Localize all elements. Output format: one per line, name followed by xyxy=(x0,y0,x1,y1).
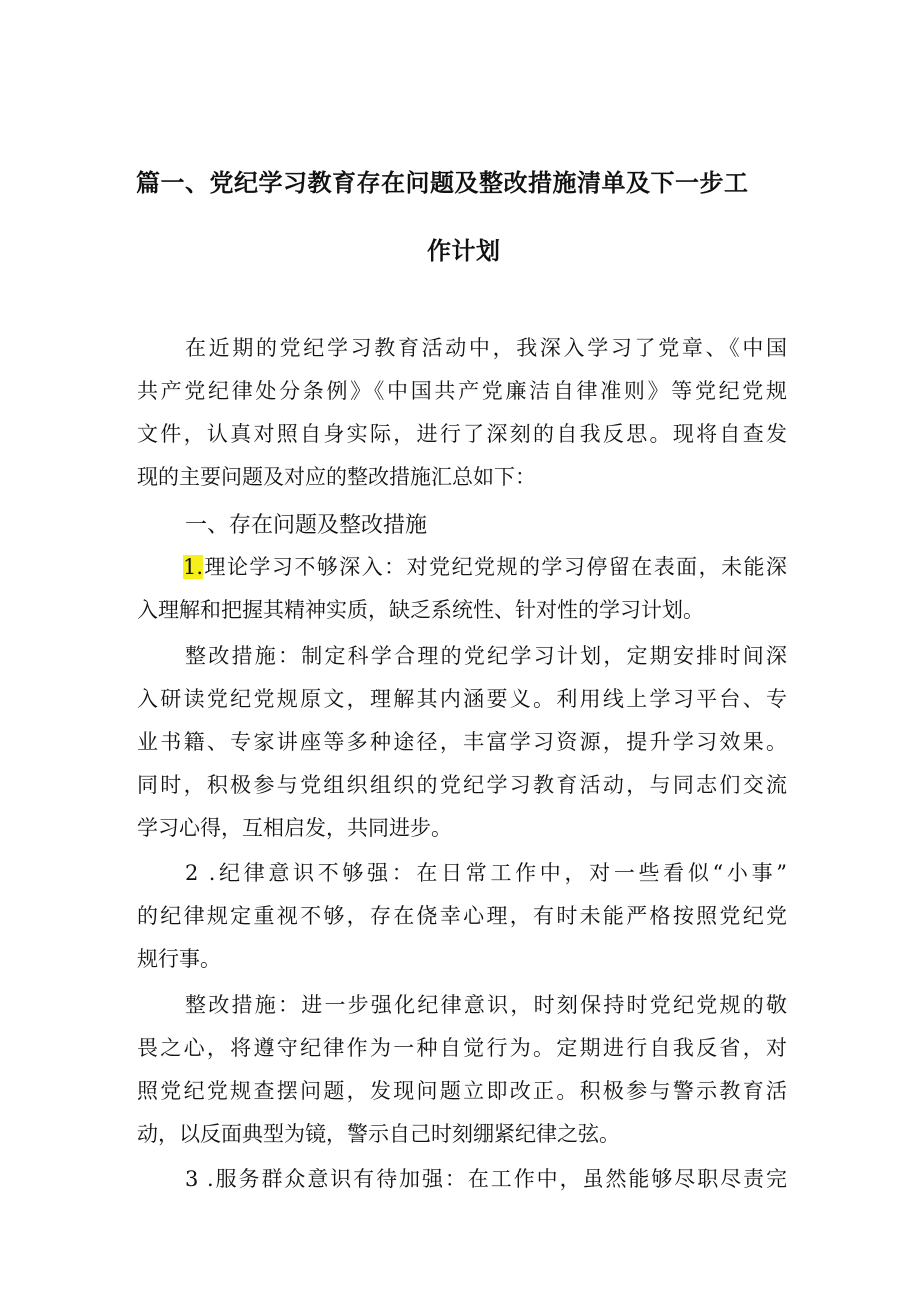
measure1-line-3: 业书籍、专家讲座等多种途径，丰富学习资源，提升学习效果。 xyxy=(137,730,787,754)
intro-line-2: 共产党纪律处分条例》《中国共产党廉洁自律准则》等党纪党规 xyxy=(137,379,787,403)
measure1-line-4: 同时，积极参与党组织组织的党纪学习教育活动，与同志们交流 xyxy=(137,773,787,797)
item1-line-2: 入理解和把握其精神实质，缺乏系统性、针对性的学习计划。 xyxy=(137,598,704,622)
intro-line-3: 文件，认真对照自身实际，进行了深刻的自我反思。现将自查发 xyxy=(137,422,787,446)
item1-number-highlight: 1. xyxy=(183,555,204,579)
item2-line-1: 2 .纪律意识不够强：在日常工作中，对一些看似“小事” xyxy=(185,861,787,885)
item2-line-3: 规行事。 xyxy=(137,947,221,971)
measure2-line-3: 照党纪党规查摆问题，发现问题立即改正。积极参与警示教育活 xyxy=(137,1079,787,1103)
measure2-line-1: 整改措施：进一步强化纪律意识，时刻保持时党纪党规的敬 xyxy=(185,993,787,1017)
intro-line-1: 在近期的党纪学习教育活动中，我深入学习了党章、《中国 xyxy=(185,336,787,360)
measure2-line-4: 动，以反面典型为镜，警示自己时刻绷紧纪律之弦。 xyxy=(137,1122,620,1146)
measure1-line-2: 入研读党纪党规原文，理解其内涵要义。利用线上学习平台、专 xyxy=(137,687,787,711)
document-title-line-2: 作计划 xyxy=(427,237,501,265)
section-heading: 一、存在问题及整改措施 xyxy=(185,513,428,538)
measure2-line-2: 畏之心，将遵守纪律作为一种自觉行为。定期进行自我反省，对 xyxy=(137,1036,787,1060)
measure1-line-1: 整改措施：制定科学合理的党纪学习计划，定期安排时间深 xyxy=(185,644,787,668)
item3-line-1: 3 .服务群众意识有待加强：在工作中，虽然能够尽职尽责完 xyxy=(185,1167,787,1191)
item2-line-2: 的纪律规定重视不够，存在侥幸心理，有时未能严格按照党纪党 xyxy=(137,904,787,928)
measure1-line-5: 学习心得，互相启发，共同进步。 xyxy=(137,816,452,840)
intro-line-4: 现的主要问题及对应的整改措施汇总如下： xyxy=(137,465,536,489)
item1-line-1 xyxy=(183,551,787,581)
item1-line-1-text: 理论学习不够深入：对党纪党规的学习停留在表面，未能深 xyxy=(203,555,787,579)
document-title-line-1: 篇一、党纪学习教育存在问题及整改措施清单及下一步工 xyxy=(136,169,749,197)
